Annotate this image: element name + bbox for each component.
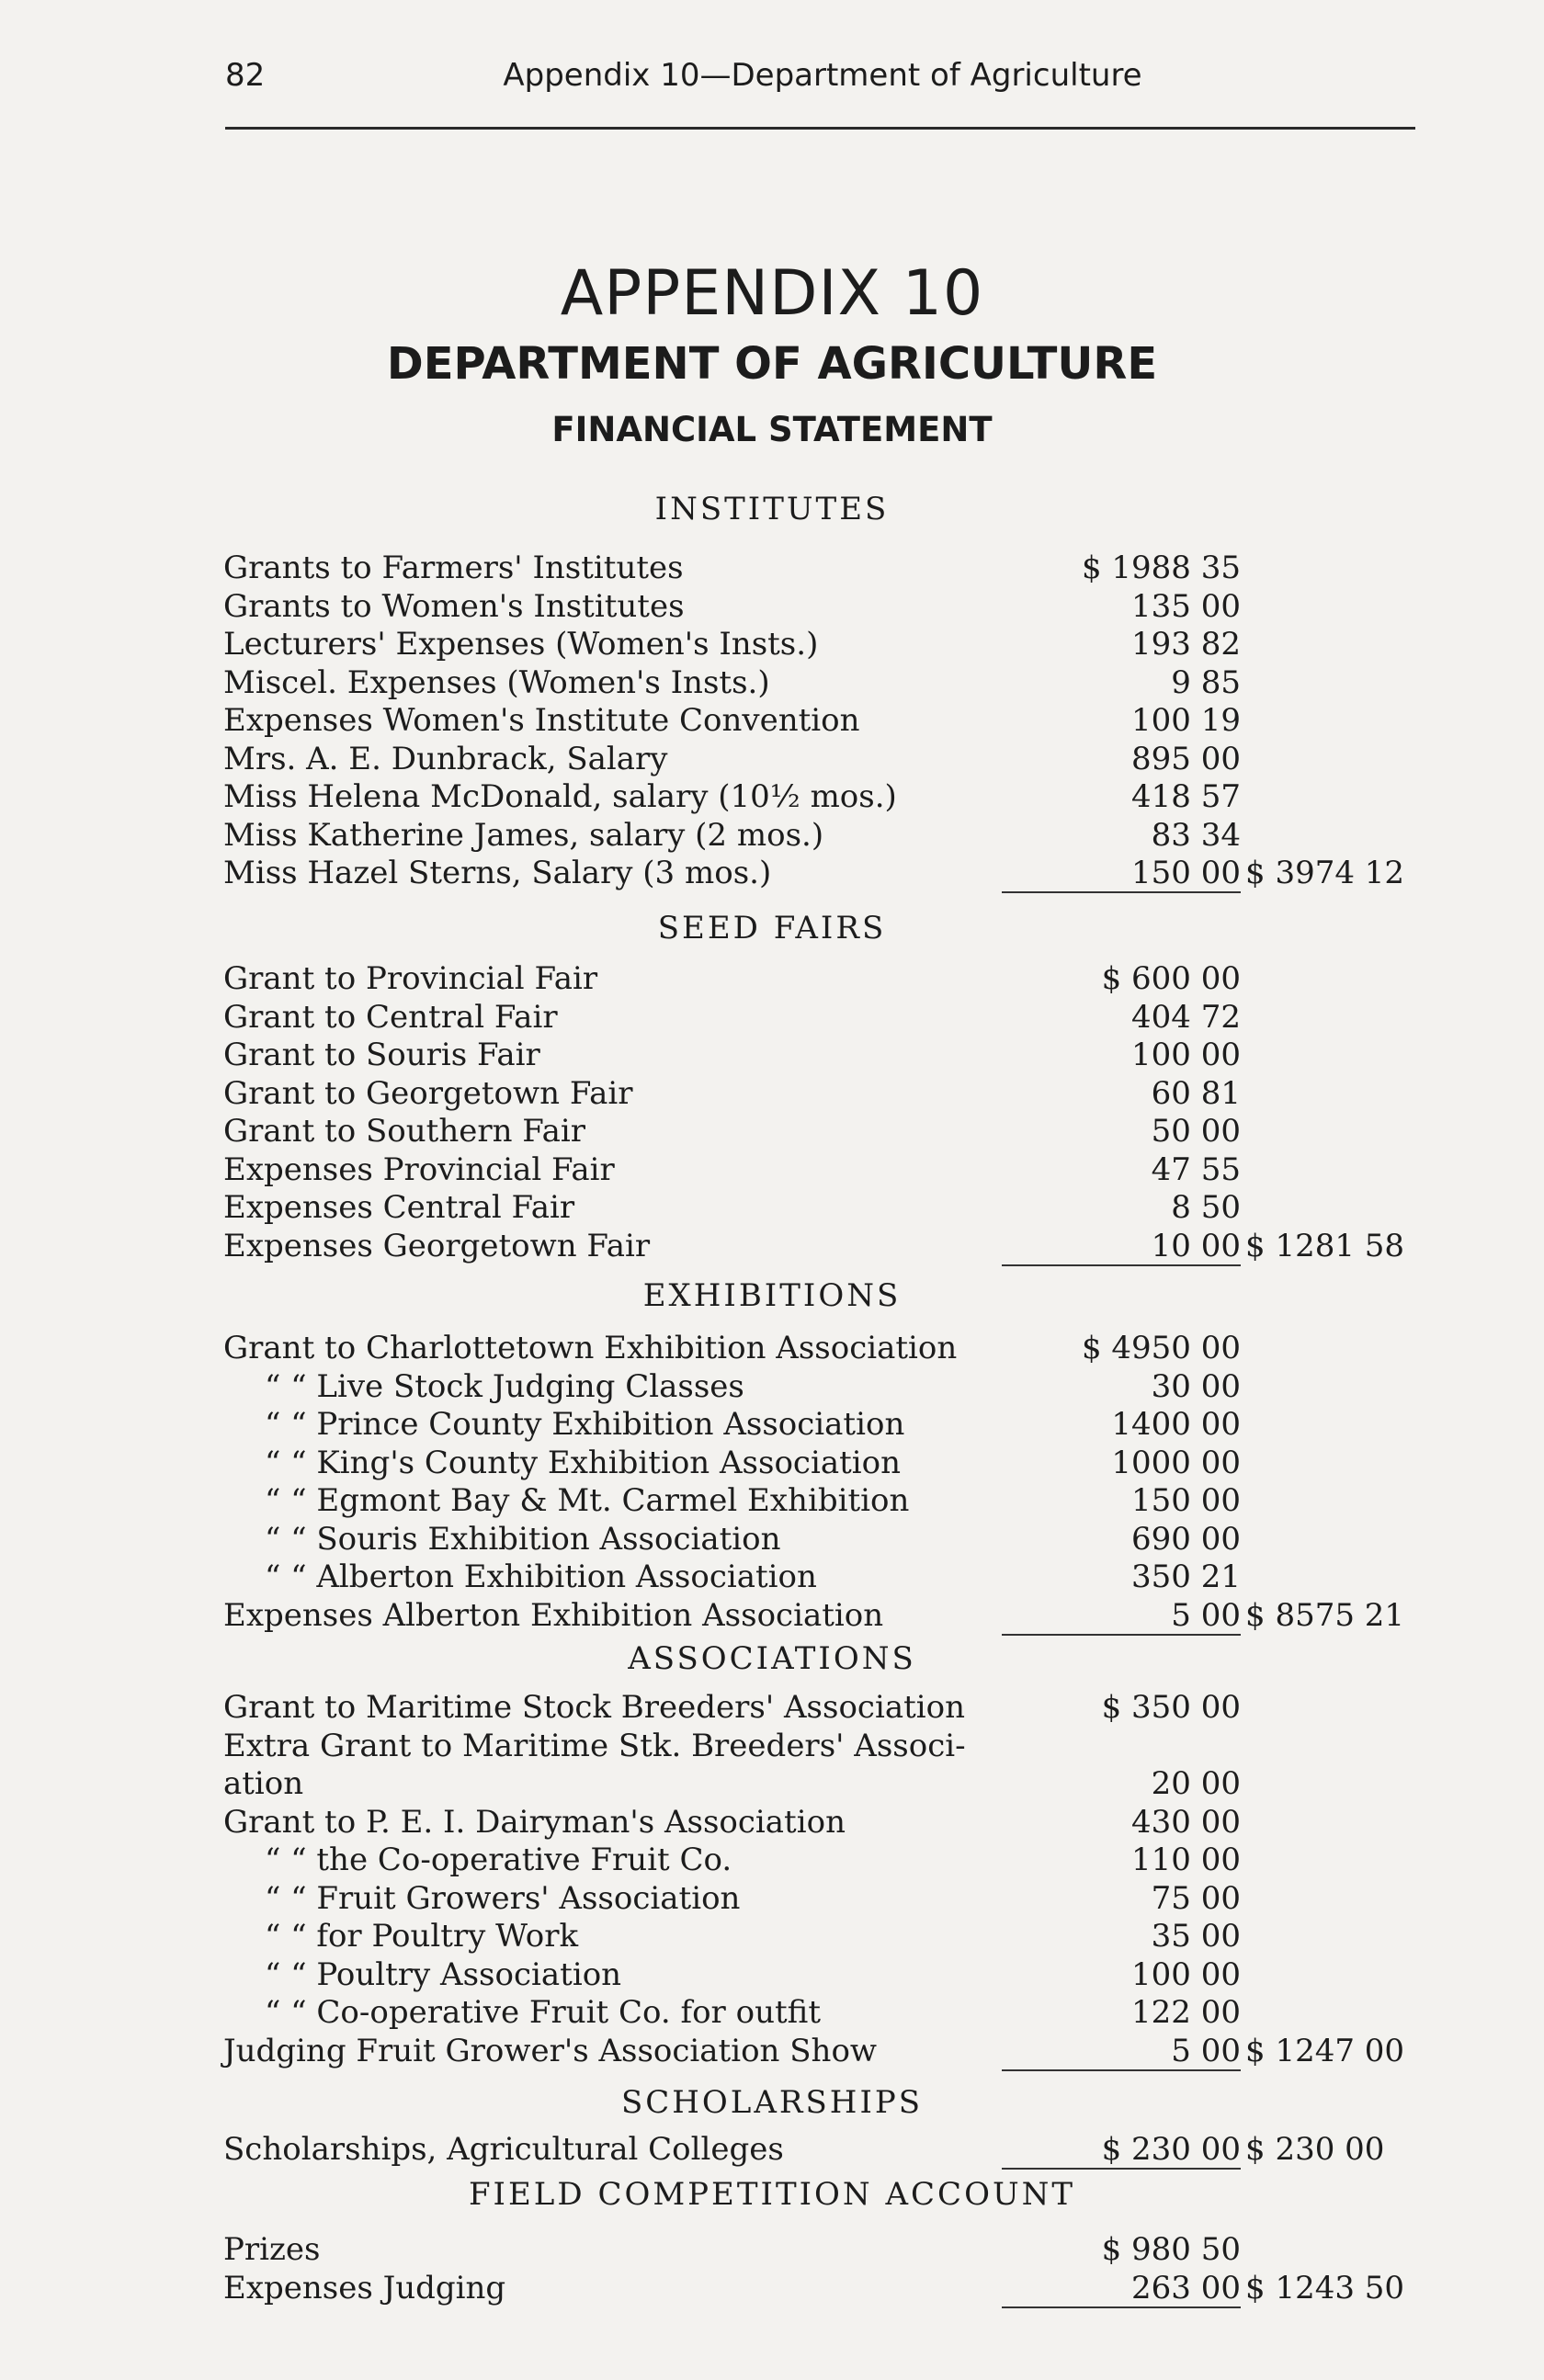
section-heading-exhibitions: EXHIBITIONS <box>642 1277 902 1314</box>
row-label: “ “ Fruit Growers' Association <box>265 1879 741 1917</box>
header-rule <box>225 127 1415 130</box>
row-label: Grant to Georgetown Fair <box>223 1074 633 1112</box>
row-amount: 895 00 <box>1131 740 1241 777</box>
section-heading-seed-fairs: SEED FAIRS <box>657 910 887 946</box>
row-label: Mrs. A. E. Dunbrack, Salary <box>223 740 668 777</box>
row-label: Expenses Women's Institute Convention <box>223 702 860 739</box>
table-row <box>0 1151 1544 1190</box>
row-label: Grant to Souris Fair <box>223 1037 540 1073</box>
statement-title: FINANCIAL STATEMENT <box>551 410 993 449</box>
table-row <box>0 778 1544 817</box>
row-label: Expenses Central Fair <box>223 1189 575 1226</box>
row-label: “ “ Egmont Bay & Mt. Carmel Exhibition <box>265 1482 910 1519</box>
row-amount: 690 00 <box>1131 1520 1241 1558</box>
running-title: Appendix 10—Department of Agriculture <box>503 57 1142 94</box>
row-amount: 20 00 <box>1151 1765 1241 1802</box>
row-label: Grant to Charlottetown Exhibition Association <box>223 1330 958 1366</box>
table-row <box>0 1689 1544 1728</box>
row-amount: 30 00 <box>1151 1367 1241 1405</box>
row-amount: 60 81 <box>1151 1074 1241 1112</box>
row-amount: 47 55 <box>1151 1150 1241 1188</box>
row-label: “ “ King's County Exhibition Association <box>265 1444 902 1481</box>
table-row <box>0 626 1544 664</box>
row-amount: 430 00 <box>1131 1803 1241 1841</box>
row-amount: $ 4950 00 <box>1081 1330 1241 1366</box>
table-row <box>0 1037 1544 1075</box>
appendix-title: APPENDIX 10 <box>560 257 984 330</box>
table-row <box>0 1842 1544 1880</box>
section-heading-institutes: INSTITUTES <box>654 491 890 527</box>
page-number: 82 <box>225 57 266 94</box>
row-label: “ “ Poultry Association <box>265 1955 622 1993</box>
row-label: Prizes <box>223 2231 321 2268</box>
row-total: $ 3974 12 <box>1245 855 1405 891</box>
section-heading-associations: ASSOCIATIONS <box>628 1640 916 1677</box>
table-row <box>0 1994 1544 2033</box>
table-row <box>0 1482 1544 1521</box>
row-label: Lecturers' Expenses (Women's Insts.) <box>223 626 819 663</box>
row-label: Grant to Southern Fair <box>223 1113 585 1150</box>
row-amount: 100 00 <box>1131 1037 1241 1073</box>
table-row <box>0 1880 1544 1919</box>
row-label: Extra Grant to Maritime Stk. Breeders' Associ- <box>223 1727 966 1764</box>
table-row <box>0 588 1544 627</box>
table-row <box>0 2033 1544 2071</box>
table-row <box>0 999 1544 1037</box>
row-label: “ “ Souris Exhibition Association <box>265 1520 781 1558</box>
table-row <box>0 1728 1544 1766</box>
row-label: “ “ Co-operative Fruit Co. for outfit <box>265 1994 821 2031</box>
row-label: “ “ Alberton Exhibition Association <box>265 1558 817 1595</box>
table-row <box>0 1597 1544 1636</box>
row-amount: 5 00 <box>1002 1597 1241 1636</box>
row-label: “ “ Live Stock Judging Classes <box>265 1367 744 1405</box>
row-label: “ “ Prince County Exhibition Association <box>265 1406 905 1443</box>
table-row <box>0 855 1544 893</box>
row-label: Miscel. Expenses (Women's Insts.) <box>223 663 770 701</box>
row-amount: 75 00 <box>1151 1879 1241 1917</box>
row-label: Expenses Judging <box>223 2269 506 2306</box>
section-heading-scholarships: SCHOLARSHIPS <box>620 2084 924 2121</box>
row-label: Grants to Farmers' Institutes <box>223 550 684 586</box>
table-row <box>0 2231 1544 2270</box>
row-total: $ 1247 00 <box>1245 2032 1405 2069</box>
table-row <box>0 1558 1544 1597</box>
row-amount: 1400 00 <box>1111 1406 1241 1443</box>
row-amount: 404 72 <box>1131 998 1241 1036</box>
table-row <box>0 702 1544 741</box>
row-amount: 122 00 <box>1131 1994 1241 2031</box>
row-amount: $ 600 00 <box>1101 960 1241 997</box>
table-row <box>0 1804 1544 1842</box>
row-total: $ 230 00 <box>1245 2131 1385 2168</box>
row-amount: $ 980 50 <box>1101 2231 1241 2268</box>
table-row <box>0 1228 1544 1266</box>
row-amount: 9 85 <box>1171 663 1241 701</box>
table-row <box>0 1075 1544 1114</box>
table-row <box>0 1189 1544 1228</box>
department-title: DEPARTMENT OF AGRICULTURE <box>386 338 1158 390</box>
table-row <box>0 960 1544 999</box>
table-row <box>0 817 1544 856</box>
row-label: Expenses Georgetown Fair <box>223 1227 651 1264</box>
row-amount: 1000 00 <box>1111 1444 1241 1481</box>
row-amount: 418 57 <box>1131 778 1241 815</box>
row-amount: 83 34 <box>1151 816 1241 854</box>
row-amount: 193 82 <box>1131 626 1241 663</box>
row-amount: 110 00 <box>1131 1842 1241 1878</box>
running-header <box>225 57 1420 103</box>
table-row <box>0 1445 1544 1483</box>
table-row <box>0 550 1544 588</box>
row-label: Grant to Maritime Stock Breeders' Association <box>223 1689 966 1726</box>
row-amount: 100 19 <box>1131 702 1241 739</box>
table-row <box>0 1368 1544 1407</box>
row-label: “ “ the Co-operative Fruit Co. <box>265 1842 732 1878</box>
row-amount: 50 00 <box>1151 1113 1241 1150</box>
table-row <box>0 1113 1544 1151</box>
row-label: Grant to Central Fair <box>223 998 558 1036</box>
table-row <box>0 1330 1544 1368</box>
row-label: Expenses Provincial Fair <box>223 1150 615 1188</box>
section-heading-field-competition: FIELD COMPETITION ACCOUNT <box>468 2176 1076 2213</box>
row-amount: 10 00 <box>1002 1228 1241 1266</box>
row-label: Grant to Provincial Fair <box>223 960 598 997</box>
row-amount: 100 00 <box>1131 1955 1241 1993</box>
row-amount: 5 00 <box>1002 2033 1241 2071</box>
table-row <box>0 2131 1544 2170</box>
table-row <box>0 1765 1544 1804</box>
row-label: Grant to P. E. I. Dairyman's Association <box>223 1803 846 1841</box>
row-amount: 150 00 <box>1002 855 1241 893</box>
row-label: Grants to Women's Institutes <box>223 587 685 625</box>
row-label: Scholarships, Agricultural Colleges <box>223 2131 784 2168</box>
row-amount: 150 00 <box>1131 1482 1241 1519</box>
row-label: Miss Hazel Sterns, Salary (3 mos.) <box>223 855 772 891</box>
row-total: $ 8575 21 <box>1245 1596 1405 1634</box>
row-amount: $ 1988 35 <box>1081 550 1241 586</box>
table-row <box>0 1521 1544 1559</box>
row-label: Miss Helena McDonald, salary (10½ mos.) <box>223 778 897 815</box>
table-row <box>0 1956 1544 1995</box>
row-amount: 135 00 <box>1131 587 1241 625</box>
table-row <box>0 2270 1544 2308</box>
row-amount: 263 00 <box>1002 2270 1241 2308</box>
row-label: Expenses Alberton Exhibition Association <box>223 1596 884 1634</box>
row-label: Miss Katherine James, salary (2 mos.) <box>223 816 824 854</box>
table-row <box>0 741 1544 779</box>
row-total: $ 1281 58 <box>1245 1227 1405 1264</box>
row-total: $ 1243 50 <box>1245 2269 1405 2306</box>
table-row <box>0 1918 1544 1956</box>
table-row <box>0 664 1544 703</box>
row-amount: 35 00 <box>1151 1918 1241 1955</box>
row-amount: $ 230 00 <box>1002 2131 1241 2170</box>
row-label: Judging Fruit Grower's Association Show <box>223 2032 878 2069</box>
row-amount: 350 21 <box>1131 1558 1241 1595</box>
row-amount: 8 50 <box>1171 1189 1241 1226</box>
row-label: “ “ for Poultry Work <box>265 1918 579 1955</box>
row-amount: $ 350 00 <box>1101 1689 1241 1726</box>
row-label: ation <box>223 1765 304 1802</box>
table-row <box>0 1406 1544 1445</box>
